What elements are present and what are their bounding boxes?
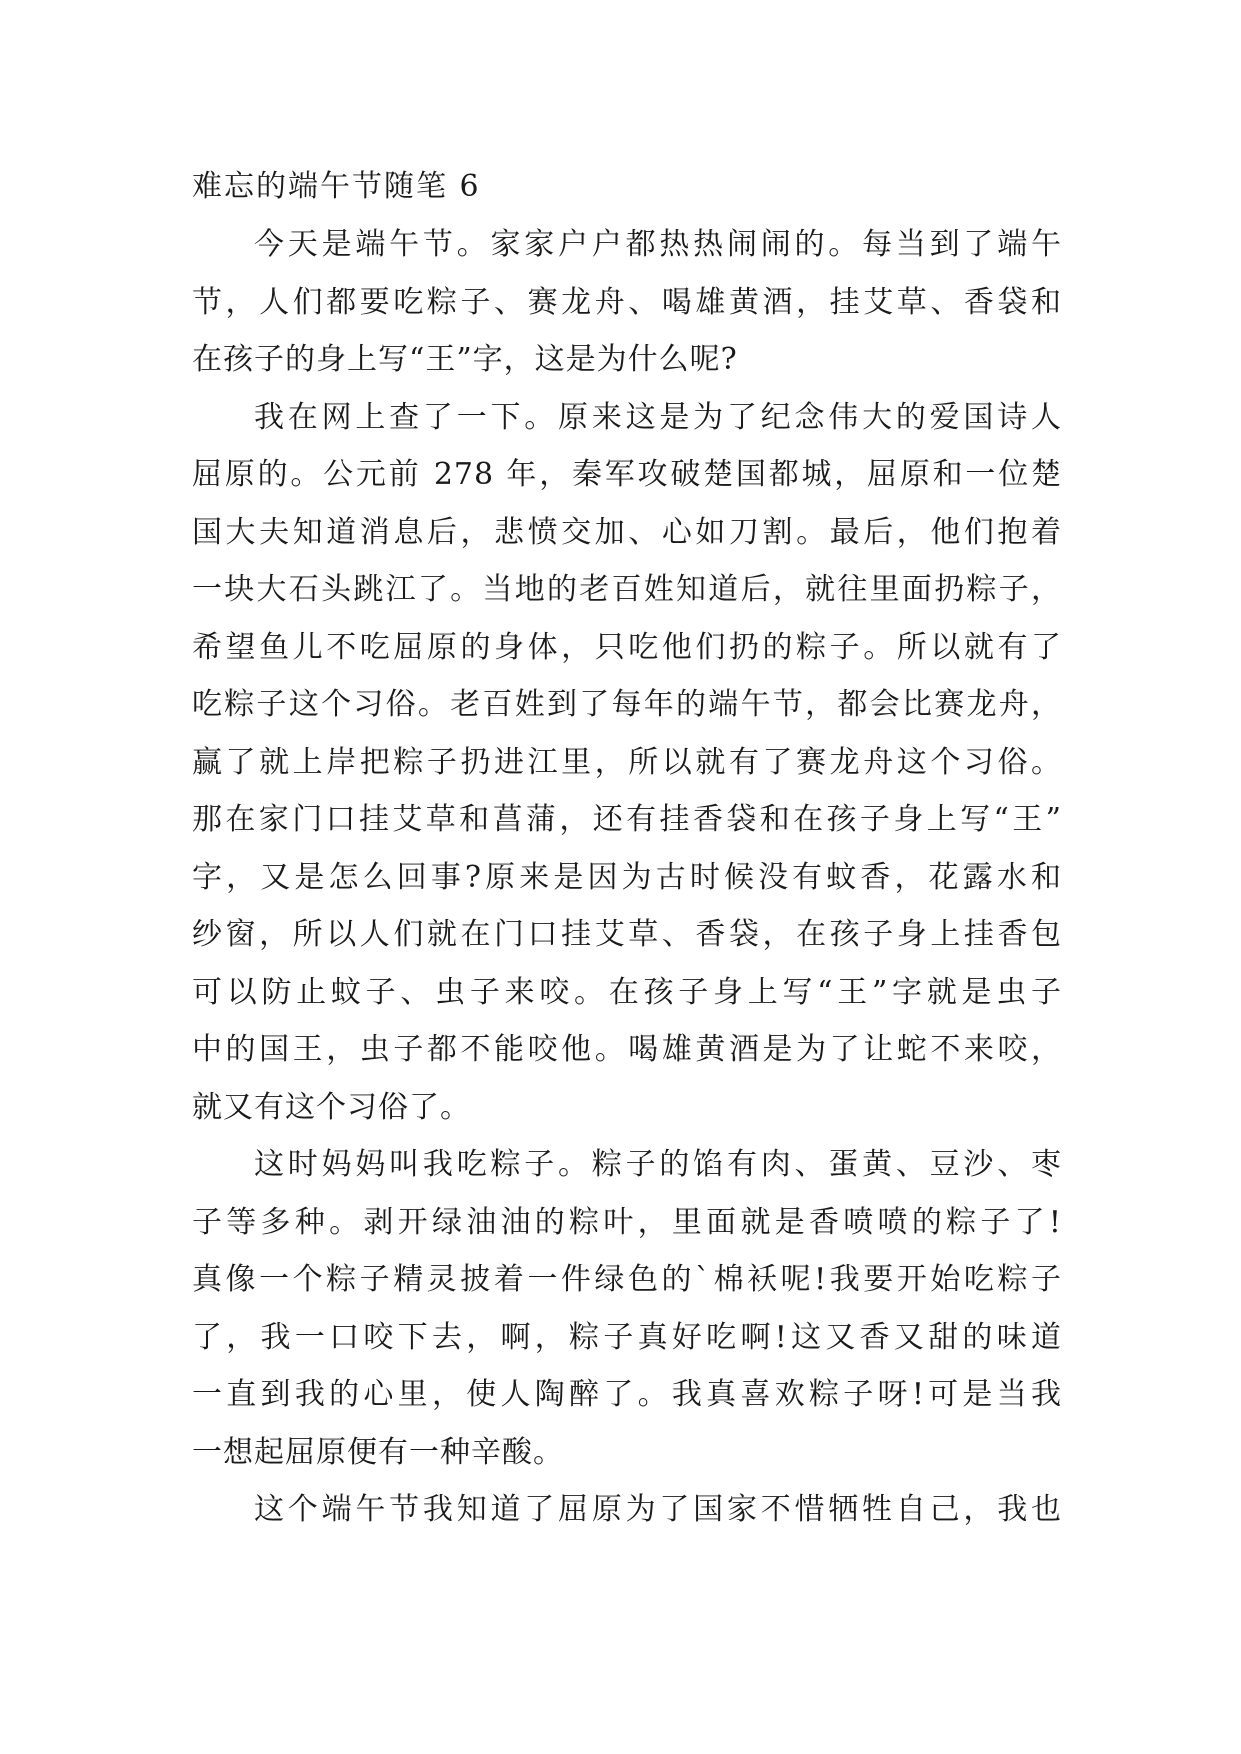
text-line: 屈原的。公元前 278 年，秦军攻破楚国都城，屈原和一位楚: [192, 457, 1062, 492]
text-line: 今天是端午节。家家户户都热热闹闹的。每当到了端午: [254, 227, 1062, 262]
text-line: 希望鱼儿不吃屈原的身体，只吃他们扔的粽子。所以就有了: [192, 629, 1062, 665]
text-line: 可以防止蚊子、虫子来咬。在孩子身上写“王”字就是虫子: [192, 974, 1062, 1010]
text-line: 国大夫知道消息后，悲愤交加、心如刀割。最后，他们抱着: [192, 514, 1062, 550]
document-body: [192, 158, 1062, 1539]
text-line: 字，又是怎么回事?原来是因为古时候没有蚊香，花露水和: [192, 859, 1062, 895]
text-line: 赢了就上岸把粽子扔进江里，所以就有了赛龙舟这个习俗。: [192, 744, 1062, 780]
text-line: 一块大石头跳江了。当地的老百姓知道后，就往里面扔粽子，: [192, 572, 1062, 607]
document-title: 难忘的端午节随笔 6: [192, 169, 481, 204]
text-line: 了，我一口咬下去，啊，粽子真好吃啊!这又香又甜的味道: [192, 1319, 1062, 1355]
text-line: 吃粽子这个习俗。老百姓到了每年的端午节，都会比赛龙舟，: [192, 687, 1062, 722]
text-line: 子等多种。剥开绿油油的粽叶，里面就是香喷喷的粽子了!: [192, 1204, 1062, 1240]
text-line: 就又有这个习俗了。: [192, 1089, 471, 1125]
paragraph-list: [192, 216, 1062, 1539]
text-line: 这个端午节我知道了屈原为了国家不惜牺牲自己，我也: [254, 1492, 1062, 1527]
text-line: 在孩子的身上写“王”字，这是为什么呢?: [192, 342, 738, 377]
text-line: 纱窗，所以人们就在门口挂艾草、香袋，在孩子身上挂香包: [192, 917, 1062, 952]
text-line: 这时妈妈叫我吃粽子。粽子的馅有肉、蛋黄、豆沙、枣: [254, 1147, 1062, 1182]
paragraph: [192, 216, 1062, 389]
paragraph: [192, 1136, 1062, 1481]
text-line: 节，人们都要吃粽子、赛龙舟、喝雄黄酒，挂艾草、香袋和: [192, 284, 1062, 320]
text-line: 那在家门口挂艾草和菖蒲，还有挂香袋和在孩子身上写“王”: [192, 802, 1062, 837]
text-line: 我在网上查了一下。原来这是为了纪念伟大的爱国诗人: [254, 399, 1062, 435]
paragraph: [192, 1481, 1062, 1539]
text-line: 一直到我的心里，使人陶醉了。我真喜欢粽子呀!可是当我: [192, 1377, 1062, 1412]
text-line: 真像一个粽子精灵披着一件绿色的`棉袄呢!我要开始吃粽子: [192, 1262, 1062, 1297]
paragraph: [192, 389, 1062, 1137]
text-line: 一想起屈原便有一种辛酸。: [192, 1434, 564, 1470]
text-line: 中的国王，虫子都不能咬他。喝雄黄酒是为了让蛇不来咬，: [192, 1032, 1062, 1067]
